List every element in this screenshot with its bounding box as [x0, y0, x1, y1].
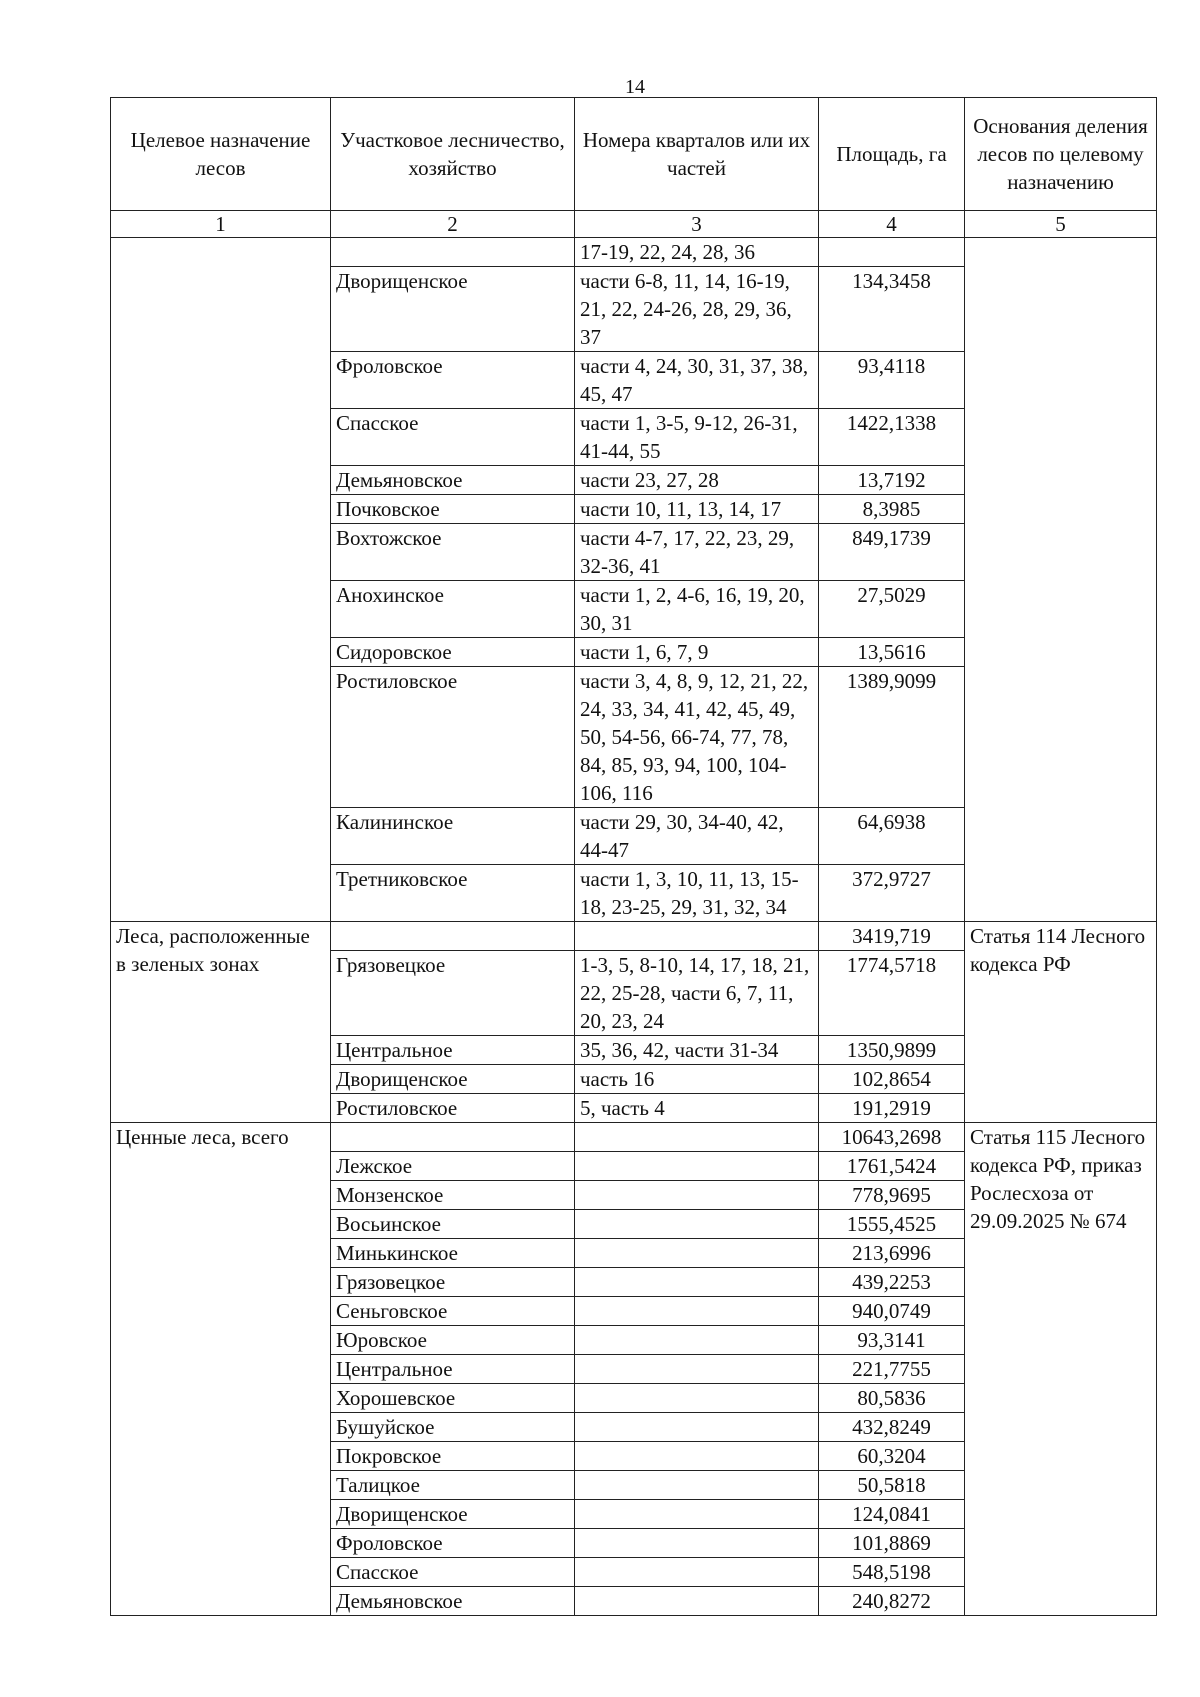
- forestry-cell: Грязовецкое: [331, 951, 575, 1036]
- quarters-cell: 17-19, 22, 24, 28, 36: [575, 238, 819, 267]
- area-cell: 372,9727: [819, 865, 965, 922]
- forestry-cell: Вохтожское: [331, 524, 575, 581]
- column-number: 4: [819, 211, 965, 238]
- area-cell: 101,8869: [819, 1529, 965, 1558]
- area-cell: 10643,2698: [819, 1123, 965, 1152]
- forestry-cell: Дворищенское: [331, 267, 575, 352]
- table-row: [111, 238, 1157, 267]
- forestry-cell: Сеньговское: [331, 1297, 575, 1326]
- purpose-cell: Леса, расположенные в зеленых зонах: [111, 922, 331, 1123]
- quarters-cell: [575, 1152, 819, 1181]
- forestry-cell: Бушуйское: [331, 1413, 575, 1442]
- area-cell: 221,7755: [819, 1355, 965, 1384]
- forestry-cell: [331, 1123, 575, 1152]
- purpose-cell: Ценные леса, всего: [111, 1123, 331, 1616]
- forestry-cell: Восьинское: [331, 1210, 575, 1239]
- quarters-cell: части 1, 2, 4-6, 16, 19, 20, 30, 31: [575, 581, 819, 638]
- column-number: 5: [965, 211, 1157, 238]
- quarters-cell: части 4, 24, 30, 31, 37, 38, 45, 47: [575, 352, 819, 409]
- forestry-cell: Ростиловское: [331, 667, 575, 808]
- forest-purpose-table: [110, 97, 1157, 1616]
- forestry-cell: Почковское: [331, 495, 575, 524]
- quarters-cell: часть 16: [575, 1065, 819, 1094]
- quarters-cell: [575, 1384, 819, 1413]
- area-cell: 80,5836: [819, 1384, 965, 1413]
- area-cell: 439,2253: [819, 1268, 965, 1297]
- basis-cell: Статья 115 Лесного кодекса РФ, приказ Рослесхоза от 29.09.2025 № 674: [965, 1123, 1157, 1616]
- forestry-cell: Минькинское: [331, 1239, 575, 1268]
- area-cell: 27,5029: [819, 581, 965, 638]
- column-number: 2: [331, 211, 575, 238]
- quarters-cell: [575, 922, 819, 951]
- area-cell: 13,7192: [819, 466, 965, 495]
- quarters-cell: 5, часть 4: [575, 1094, 819, 1123]
- area-cell: 8,3985: [819, 495, 965, 524]
- quarters-cell: части 1, 3-5, 9-12, 26-31, 41-44, 55: [575, 409, 819, 466]
- forestry-cell: Покровское: [331, 1442, 575, 1471]
- table-body: [111, 238, 1157, 1616]
- quarters-cell: части 3, 4, 8, 9, 12, 21, 22, 24, 33, 34, 41, 42, 45, 49, 50, 54-56, 66-74, 77, 78, 84, 85, 93, 94, 100, 104-106, 116: [575, 667, 819, 808]
- column-number: 3: [575, 211, 819, 238]
- column-number-row: [111, 211, 1157, 238]
- area-cell: [819, 238, 965, 267]
- area-cell: 548,5198: [819, 1558, 965, 1587]
- quarters-cell: [575, 1500, 819, 1529]
- quarters-cell: [575, 1181, 819, 1210]
- quarters-cell: [575, 1297, 819, 1326]
- forestry-cell: Хорошевское: [331, 1384, 575, 1413]
- page-number: 14: [625, 76, 645, 98]
- forestry-cell: Демьяновское: [331, 466, 575, 495]
- area-cell: 13,5616: [819, 638, 965, 667]
- area-cell: 124,0841: [819, 1500, 965, 1529]
- forestry-cell: Спасское: [331, 1558, 575, 1587]
- forestry-cell: Лежское: [331, 1152, 575, 1181]
- header-basis: Основания деления лесов по целевому назначению: [965, 98, 1157, 211]
- forestry-cell: Юровское: [331, 1326, 575, 1355]
- forestry-cell: [331, 238, 575, 267]
- forestry-cell: Дворищенское: [331, 1500, 575, 1529]
- area-cell: 93,3141: [819, 1326, 965, 1355]
- area-cell: 1555,4525: [819, 1210, 965, 1239]
- purpose-cell: [111, 238, 331, 922]
- area-cell: 849,1739: [819, 524, 965, 581]
- quarters-cell: части 4-7, 17, 22, 23, 29, 32-36, 41: [575, 524, 819, 581]
- header-row: [111, 98, 1157, 211]
- quarters-cell: [575, 1123, 819, 1152]
- quarters-cell: части 23, 27, 28: [575, 466, 819, 495]
- quarters-cell: 35, 36, 42, части 31-34: [575, 1036, 819, 1065]
- forestry-cell: [331, 922, 575, 951]
- area-cell: 1389,9099: [819, 667, 965, 808]
- quarters-cell: части 1, 3, 10, 11, 13, 15-18, 23-25, 29, 31, 32, 34: [575, 865, 819, 922]
- quarters-cell: части 10, 11, 13, 14, 17: [575, 495, 819, 524]
- area-cell: 93,4118: [819, 352, 965, 409]
- forestry-cell: Спасское: [331, 409, 575, 466]
- quarters-cell: [575, 1239, 819, 1268]
- quarters-cell: [575, 1587, 819, 1616]
- forestry-cell: Фроловское: [331, 1529, 575, 1558]
- area-cell: 102,8654: [819, 1065, 965, 1094]
- header-forestry: Участковое лесничество, хозяйство: [331, 98, 575, 211]
- forestry-cell: Монзенское: [331, 1181, 575, 1210]
- area-cell: 3419,719: [819, 922, 965, 951]
- forestry-cell: Центральное: [331, 1036, 575, 1065]
- table-row: [111, 1123, 1157, 1152]
- quarters-cell: [575, 1529, 819, 1558]
- forestry-cell: Демьяновское: [331, 1587, 575, 1616]
- area-cell: 1350,9899: [819, 1036, 965, 1065]
- forestry-cell: Дворищенское: [331, 1065, 575, 1094]
- forestry-cell: Сидоровское: [331, 638, 575, 667]
- table-row: [111, 922, 1157, 951]
- quarters-cell: части 1, 6, 7, 9: [575, 638, 819, 667]
- quarters-cell: [575, 1442, 819, 1471]
- basis-cell: [965, 238, 1157, 922]
- header-area: Площадь, га: [819, 98, 965, 211]
- quarters-cell: [575, 1413, 819, 1442]
- area-cell: 1761,5424: [819, 1152, 965, 1181]
- quarters-cell: [575, 1355, 819, 1384]
- quarters-cell: [575, 1268, 819, 1297]
- quarters-cell: [575, 1558, 819, 1587]
- quarters-cell: 1-3, 5, 8-10, 14, 17, 18, 21, 22, 25-28, части 6, 7, 11, 20, 23, 24: [575, 951, 819, 1036]
- area-cell: 60,3204: [819, 1442, 965, 1471]
- forestry-cell: Талицкое: [331, 1471, 575, 1500]
- area-cell: 778,9695: [819, 1181, 965, 1210]
- area-cell: 240,8272: [819, 1587, 965, 1616]
- forestry-cell: Анохинское: [331, 581, 575, 638]
- area-cell: 940,0749: [819, 1297, 965, 1326]
- quarters-cell: [575, 1471, 819, 1500]
- quarters-cell: части 29, 30, 34-40, 42, 44-47: [575, 808, 819, 865]
- header-purpose: Целевое назначение лесов: [111, 98, 331, 211]
- forestry-cell: Ростиловское: [331, 1094, 575, 1123]
- header-quarters: Номера кварталов или их частей: [575, 98, 819, 211]
- quarters-cell: [575, 1326, 819, 1355]
- forestry-cell: Грязовецкое: [331, 1268, 575, 1297]
- area-cell: 432,8249: [819, 1413, 965, 1442]
- area-cell: 50,5818: [819, 1471, 965, 1500]
- quarters-cell: [575, 1210, 819, 1239]
- area-cell: 191,2919: [819, 1094, 965, 1123]
- area-cell: 64,6938: [819, 808, 965, 865]
- forestry-cell: Фроловское: [331, 352, 575, 409]
- forestry-cell: Центральное: [331, 1355, 575, 1384]
- area-cell: 213,6996: [819, 1239, 965, 1268]
- basis-cell: Статья 114 Лесного кодекса РФ: [965, 922, 1157, 1123]
- area-cell: 1774,5718: [819, 951, 965, 1036]
- quarters-cell: части 6-8, 11, 14, 16-19, 21, 22, 24-26, 28, 29, 36, 37: [575, 267, 819, 352]
- column-number: 1: [111, 211, 331, 238]
- area-cell: 1422,1338: [819, 409, 965, 466]
- forestry-cell: Калининское: [331, 808, 575, 865]
- area-cell: 134,3458: [819, 267, 965, 352]
- forestry-cell: Третниковское: [331, 865, 575, 922]
